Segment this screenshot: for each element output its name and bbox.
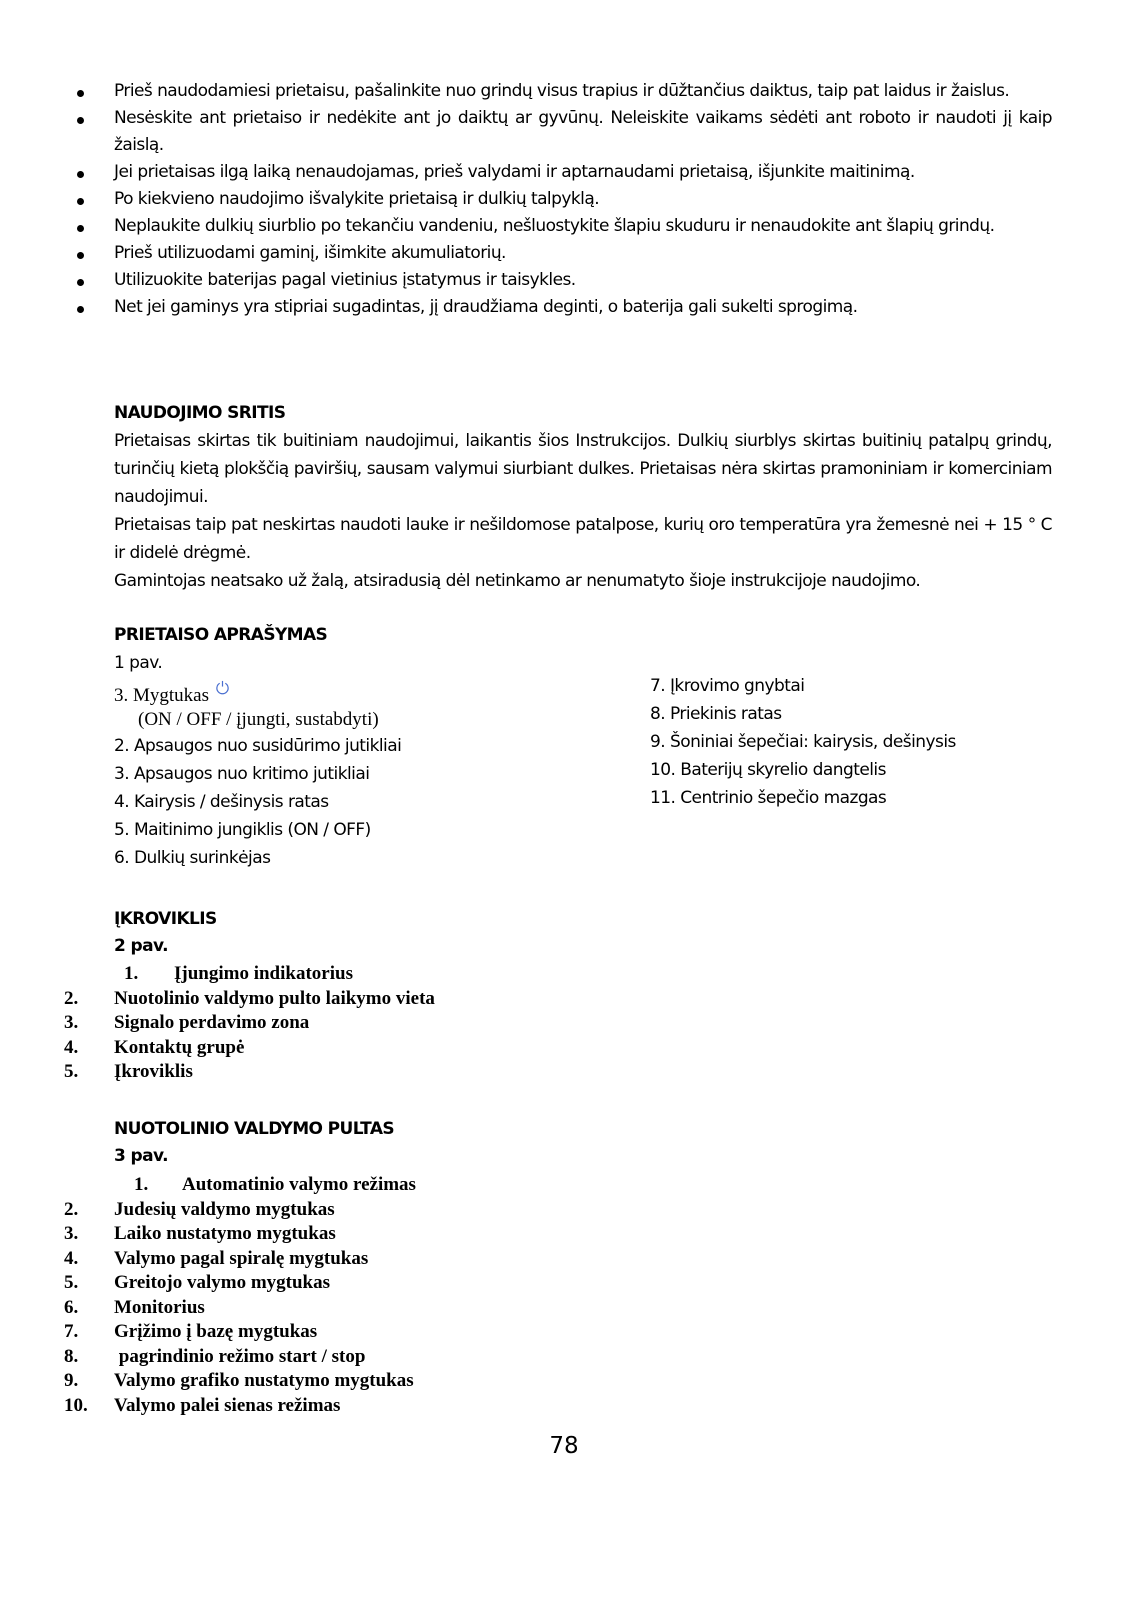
bullet-dot-icon [77,252,84,259]
remote-section [114,1116,394,1170]
document-page: Prieš naudodamiesi prietaisu, pašalinkite nuo grindų visus trapius ir dūžtančius daiktus, taip pat laidus ir žaislus. Nesėskite ant prietaiso ir nedėkite ant jo daiktų ar gyvūnų. Neleiskite vaikams sėdėti ant roboto ir naudoti jį kaip žaislą. Jei prietaisas ilgą laiką nenaudojamas, prieš valydami ir aptarnaudami prietaisą, išjunkite maitinimą. Po kiekvieno naudojimo išvalykite prietaisą ir dulkių talpyklą. Neplaukite dulkių siurblio po tekančiu vandeniu, nešluostykite šlapiu skuduru ir nenaudokite ant šlapių grindų. Prieš utilizuodami gaminį, išimkite akumuliatorių. Utilizuokite baterijas pagal vietinius įstatymus ir taisykles. Net jei gaminys yra stipriai sugadintas, jį draudžiama deginti, o baterija gali sukelti sprogimą. NAUDOJIMO SRITIS Prietaisas skirtas tik buitiniam naudojimui, laikantis šios Instrukcijos. Dulkių siurblys skirtas buitinių patalpų grindų, turinčių kietą plokščią paviršių, sausam valymui siurbiant dulkes. Prietaisas nėra skirtas pramoniniam ir komerciniam naudojimui. Prietaisas taip pat neskirtas naudoti lauke ir nešildomose patalpose, kurių oro temperatūra yra žemesnė nei + 15 ° C ir didelė drėgmė. Gamintojas neatsako už žalą, atsiradusią dėl netinkamo ar nenumatyto šioje instrukcijoje naudojimo. PRIETAISO APRAŠYMAS 1 pav. 3. Mygtukas (ON / OFF / įjungti, sustabdyti) 2. Apsaugos nuo susidūrimo jutikliai 3. Apsaugos nuo kritimo jutikliai 4. Kairysis / dešinysis ratas 5. Maitinimo jungiklis (ON / OFF) 6. Dulkių surinkėjas 7. Įkrovimo gnybtai 8. Priekinis ratas 9. Šoniniai šepečiai: kairysis, dešinysis 10. Baterijų skyrelio dangtelis 11. Centrinio šepečio mazgas ĮKROVIKLIS 2 pav. 1. Įjungimo indikatorius 2. Nuotolinio valdymo pulto laikymo vieta 3. Signalo perdavimo zona 4. Kontaktų grupė 5. Įkroviklis NUOTOLINIO VALDYMO PULTAS 3 pav. 1. Automatinio valymo režimas 2. Judesių valdymo mygtukas 3. Laiko nustatymo mygtukas 4. Valymo pagal spiralę mygtukas 5. Greitojo valymo mygtukas 6. Monitorius 7. Grįžimo į bazę mygtukas 8. pagrindinio režimo start / stop 9. Valymo grafiko nustatymo mygtukas 10. Valymo palei sienas režimas 78 [0,0,1128,1600]
power-icon [215,680,230,695]
description-section [114,622,327,677]
part-item: 8. Priekinis ratas [650,704,782,724]
part-item: 3. Mygtukas [114,680,594,708]
part-item-subtext: (ON / OFF / įjungti, sustabdyti) [138,709,379,730]
bullet-item: Jei prietaisas ilgą laiką nenaudojamas, prieš valydami ir aptarnaudami prietaisą, išjunkite maitinimą. [77,159,1052,186]
usage-paragraph: Prietaisas taip pat neskirtas naudoti lauke ir nešildomose patalpose, kurių oro temperatūra yra žemesnė nei + 15 ° C ir didelė drėgmė. [114,515,1052,563]
safety-bullet-list [77,78,1052,321]
description-heading: PRIETAISO APRAŠYMAS [114,625,328,645]
bullet-dot-icon [77,225,84,232]
bullet-dot-icon [77,279,84,286]
figure-3-label: 3 pav. [114,1146,168,1166]
bullet-item: Po kiekvieno naudojimo išvalykite prietaisą ir dulkių talpyklą. [77,186,1052,213]
bullet-dot-icon [77,306,84,313]
figure-1-label: 1 pav. [114,653,163,673]
bullet-item: Utilizuokite baterijas pagal vietinius įstatymus ir taisykles. [77,267,1052,294]
bullet-dot-icon [77,171,84,178]
figure-2-label: 2 pav. [114,936,168,956]
bullet-dot-icon [77,117,84,124]
part-item: 2. Apsaugos nuo susidūrimo jutikliai [114,736,402,756]
charger-section [114,906,217,960]
part-item: 11. Centrinio šepečio mazgas [650,788,887,808]
page-number: 78 [549,1433,579,1459]
bullet-item: Nesėskite ant prietaiso ir nedėkite ant jo daiktų ar gyvūnų. Neleiskite vaikams sėdėti ant roboto ir naudoti jį kaip žaislą. [77,105,1052,159]
bullet-item: Net jei gaminys yra stipriai sugadintas, jį draudžiama deginti, o baterija gali sukelti sprogimą. [77,294,1052,321]
part-item: 3. Apsaugos nuo kritimo jutikliai [114,764,370,784]
part-item: 5. Maitinimo jungiklis (ON / OFF) [114,820,371,840]
part-item: 4. Kairysis / dešinysis ratas [114,792,329,812]
charger-heading: ĮKROVIKLIS [114,909,217,929]
bullet-item: Prieš naudodamiesi prietaisu, pašalinkite nuo grindų visus trapius ir dūžtančius daiktus, taip pat laidus ir žaislus. [77,78,1052,105]
remote-heading: NUOTOLINIO VALDYMO PULTAS [114,1119,395,1139]
bullet-dot-icon [77,198,84,205]
usage-section [114,400,1052,595]
bullet-dot-icon [77,90,84,97]
part-item: 9. Šoniniai šepečiai: kairysis, dešinysis [650,732,956,752]
usage-paragraph: Prietaisas skirtas tik buitiniam naudojimui, laikantis šios Instrukcijos. Dulkių siurblys skirtas buitinių patalpų grindų, turinčių kietą plokščią paviršių, sausam valymui siurbiant dulkes. Prietaisas nėra skirtas pramoniniam ir komerciniam naudojimui. [114,431,1052,507]
usage-paragraph: Gamintojas neatsako už žalą, atsiradusią dėl netinkamo ar nenumatyto šioje instrukcijoje naudojimo. [114,571,921,591]
part-item: 7. Įkrovimo gnybtai [650,676,805,696]
part-item: 10. Baterijų skyrelio dangtelis [650,760,886,780]
parts-list-left [114,680,594,872]
bullet-item: Neplaukite dulkių siurblio po tekančiu vandeniu, nešluostykite šlapiu skuduru ir nenaudokite ant šlapių grindų. [77,213,1052,240]
bullet-item: Prieš utilizuodami gaminį, išimkite akumuliatorių. [77,240,1052,267]
part-item: 6. Dulkių surinkėjas [114,848,271,868]
parts-list-right [650,672,1070,812]
usage-heading: NAUDOJIMO SRITIS [114,403,286,423]
